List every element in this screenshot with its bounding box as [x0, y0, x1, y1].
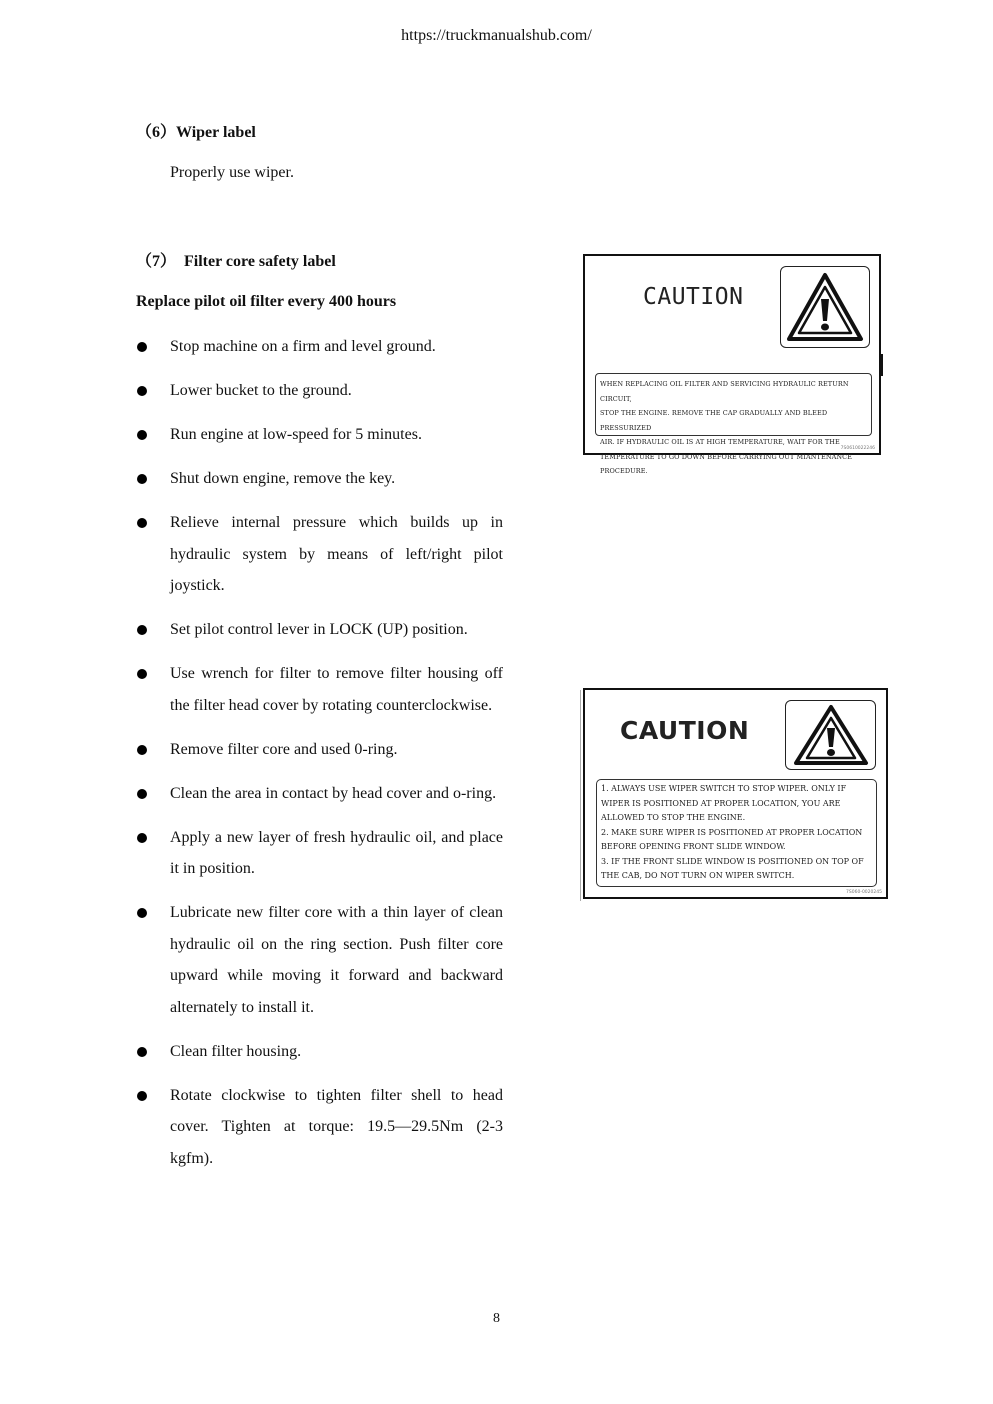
caution-line: BEFORE OPENING FRONT SLIDE WINDOW.	[601, 842, 786, 851]
list-item	[136, 331, 503, 363]
list-item	[136, 1036, 503, 1068]
list-item-text: Run engine at low-speed for 5 minutes.	[170, 426, 422, 443]
list-item	[136, 419, 503, 451]
list-item	[136, 897, 503, 1023]
bullet-icon	[137, 745, 147, 755]
list-item-text: Lower bucket to the ground.	[170, 382, 352, 399]
warning-triangle-icon	[785, 700, 876, 770]
section-7-title: （7） Filter core safety label	[136, 253, 336, 270]
caution-line: 3. IF THE FRONT SLIDE WINDOW IS POSITIONED ON TOP OF	[601, 856, 864, 866]
list-item-text: Clean filter housing.	[170, 1042, 302, 1060]
list-item	[136, 375, 503, 407]
caution-line: 2. MAKE SURE WIPER IS POSITIONED AT PROPER LOCATION	[601, 827, 863, 837]
caution-line: TEMPERATURE TO GO DOWN BEFORE CARRYING OUT MIANTENANCE PROCEDURE.	[600, 452, 853, 475]
filter-caution-label	[583, 254, 881, 475]
list-item-text: Stop machine on a firm and level ground.	[170, 338, 436, 355]
list-item-text: Remove filter core and used 0-ring.	[170, 740, 398, 758]
caution-line: AIR. IF HYDRAULIC OIL IS AT HIGH TEMPERATURE, WAIT FOR THE	[600, 438, 840, 446]
bullet-icon	[137, 474, 147, 484]
divider	[881, 354, 883, 376]
section-6-text: Properly use wiper.	[170, 164, 294, 181]
caution-heading: CAUTION	[620, 716, 750, 745]
bullet-icon	[137, 518, 147, 528]
bullet-icon	[137, 430, 147, 440]
list-item-text: Relieve internal pressure which builds up in hydraulic system by means of left/right pilot joystick.	[170, 514, 503, 594]
page-number: 8	[493, 1311, 500, 1326]
bullet-icon	[137, 625, 147, 635]
bullet-icon	[137, 342, 147, 352]
list-item-text: Rotate clockwise to tighten filter shell to head cover. Tighten at torque: 19.5—29.5Nm (2-3 kgfm).	[170, 1086, 503, 1167]
bullet-icon	[137, 1091, 147, 1101]
bullet-icon	[137, 669, 147, 679]
caution-line: WIPER IS POSITIONED AT PROPER LOCATION, YOU ARE	[601, 798, 841, 808]
procedure-list	[136, 331, 503, 1187]
list-item	[136, 822, 503, 885]
list-item-text: Use wrench for filter to remove filter housing off the filter head cover by rotating counterclockwise.	[170, 665, 503, 714]
list-item-text: Set pilot control lever in LOCK (UP) position.	[170, 621, 468, 638]
list-item-text: Lubricate new filter core with a thin layer of clean hydraulic oil on the ring section. Push filter core upward while moving it forward and backward alternately to install it.	[170, 904, 503, 1016]
bullet-icon	[137, 833, 147, 843]
caution-line: ALLOWED TO STOP THE ENGINE.	[601, 813, 746, 822]
section-7-subtitle: Replace pilot oil filter every 400 hours	[136, 293, 397, 310]
wiper-caution-label	[583, 688, 888, 899]
label-code: 7S060-0020245	[846, 890, 882, 895]
caution-heading: CAUTION	[643, 284, 744, 310]
list-item	[136, 507, 503, 602]
header-url: https://truckmanualshub.com/	[401, 27, 592, 44]
list-item-text: Shut down engine, remove the key.	[170, 470, 396, 487]
bullet-icon	[137, 908, 147, 918]
caution-message	[596, 779, 877, 887]
list-item-text: Apply a new layer of fresh hydraulic oil, and place it in position.	[170, 828, 503, 877]
caution-line: STOP THE ENGINE. REMOVE THE CAP GRADUALLY AND BLEED PRESSURIZED	[600, 409, 828, 432]
bullet-icon	[137, 789, 147, 799]
list-item	[136, 463, 503, 495]
list-item	[136, 1080, 503, 1175]
list-item-text: Clean the area in contact by head cover and o-ring.	[170, 784, 497, 802]
bullet-icon	[137, 386, 147, 396]
list-item	[136, 734, 503, 766]
caution-line: THE CAB, DO NOT TURN ON WIPER SWITCH.	[601, 871, 795, 880]
divider	[580, 690, 581, 901]
label-code: 7S0610022246	[840, 446, 875, 451]
list-item	[136, 614, 503, 646]
bullet-icon	[137, 1047, 147, 1057]
caution-line: 1. ALWAYS USE WIPER SWITCH TO STOP WIPER. ONLY IF	[601, 784, 847, 793]
caution-line: WHEN REPLACING OIL FILTER AND SERVICING HYDRAULIC RETURN CIRCUIT,	[600, 380, 849, 403]
list-item	[136, 778, 503, 810]
list-item	[136, 658, 503, 721]
section-6-title: （6）Wiper label	[136, 124, 256, 141]
warning-triangle-icon	[780, 266, 870, 348]
